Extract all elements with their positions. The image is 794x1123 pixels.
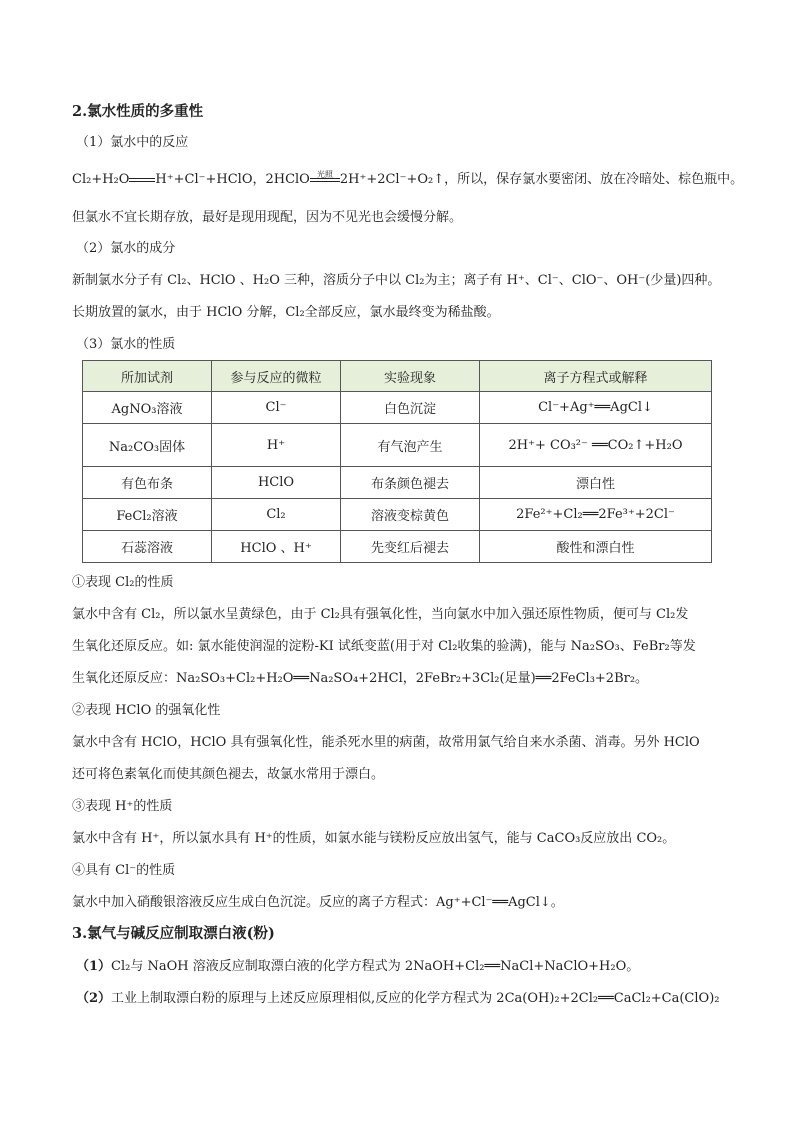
eq-part-c: 2H⁺+2Cl⁻+O₂↑，所以，保存氯水要密闭、放在冷暗处、棕色瓶中。 — [339, 172, 744, 187]
header-equation: 离子方程式或解释 — [480, 361, 712, 392]
table-row — [83, 467, 712, 499]
reaction-line-2: 但氯水不宜长期存放，最好是现用现配，因为不见光也会缓慢分解。 — [72, 210, 463, 225]
bleach-liquid-line — [76, 958, 639, 976]
table-header-row — [83, 361, 712, 392]
section2-title: 2.氯水性质的多重性 — [72, 103, 204, 120]
cell-reagent: 有色布条 — [83, 467, 212, 499]
chlorine-water-properties-table — [82, 360, 712, 563]
composition-line-1: 新制氯水分子有 Cl₂、HClO 、H₂O 三种，溶质分子中以 Cl₂为主；离子有 H⁺、Cl⁻、ClO⁻、OH⁻(少量)四种。 — [72, 273, 721, 288]
cell-particle: Cl⁻ — [212, 392, 341, 424]
cl2-property-line-1: 氯水中含有 Cl₂，所以氯水呈黄绿色，由于 Cl₂具有强氧化性，当向氯水中加入强还原性物质，便可与 Cl₂发 — [72, 607, 689, 622]
cell-equation: 2H⁺+ CO₃²⁻ ══CO₂↑+H₂O — [480, 424, 712, 467]
cell-equation: 酸性和漂白性 — [480, 531, 712, 563]
section3-title: 3.氯气与碱反应制取漂白液(粉) — [72, 925, 275, 942]
header-phenomenon: 实验现象 — [341, 361, 480, 392]
cl2-property-line-3: 生氧化还原反应：Na₂SO₃+Cl₂+H₂O══Na₂SO₄+2HCl，2FeBr₂+3Cl₂(足量)══2FeCl₃+2Br₂。 — [72, 671, 649, 686]
reaction-line-1 — [72, 171, 743, 189]
item-number: （1） — [76, 959, 112, 974]
properties-heading: （3）氯水的性质 — [76, 337, 176, 352]
cell-phenomenon: 先变红后褪去 — [341, 531, 480, 563]
cell-particle: HClO 、H⁺ — [212, 531, 341, 563]
cell-particle: H⁺ — [212, 424, 341, 467]
bleach-powder-text: 工业上制取漂白粉的原理与上述反应原理相似,反应的化学方程式为 2Ca(OH)₂+2Cl₂══CaCl₂+Ca(ClO)₂ — [111, 991, 720, 1006]
hclo-property-line-1: 氯水中含有 HClO，HClO 具有强氧化性，能杀死水里的病菌，故常用氯气给自来水杀菌、消毒。另外 HClO — [72, 735, 700, 750]
cell-particle: Cl₂ — [212, 499, 341, 531]
light-condition-sign — [310, 169, 340, 185]
h-ion-property-line-1: 氯水中含有 H⁺，所以氯水具有 H⁺的性质，如氯水能与镁粉反应放出氢气，能与 CaCO₃反应放出 CO₂。 — [72, 831, 676, 846]
bleach-powder-line — [76, 990, 719, 1008]
cell-reagent: Na₂CO₃固体 — [83, 424, 212, 467]
hclo-property-line-2: 还可将色素氧化而使其颜色褪去，故氯水常用于漂白。 — [72, 767, 385, 782]
cell-equation: 2Fe²⁺+Cl₂══2Fe³⁺+2Cl⁻ — [480, 499, 712, 531]
bleach-liquid-text: Cl₂与 NaOH 溶液反应制取漂白液的化学方程式为 2NaOH+Cl₂══NaCl+NaClO+H₂O。 — [111, 959, 640, 974]
h-ion-property-title: ③表现 H⁺的性质 — [72, 799, 173, 814]
cell-particle: HClO — [212, 467, 341, 499]
cl-ion-property-line-1: 氯水中加入硝酸银溶液反应生成白色沉淀。反应的离子方程式：Ag⁺+Cl⁻══AgCl↓。 — [72, 895, 564, 910]
cell-phenomenon: 布条颜色褪去 — [341, 467, 480, 499]
cell-reagent: AgNO₃溶液 — [83, 392, 212, 424]
composition-heading: （2）氯水的成分 — [76, 241, 176, 256]
light-condition-label: 光照 — [316, 169, 333, 179]
item-number: （2） — [76, 991, 112, 1006]
cell-phenomenon: 有气泡产生 — [341, 424, 480, 467]
composition-line-2: 长期放置的氯水，由于 HClO 分解，Cl₂全部反应，氯水最终变为稀盐酸。 — [72, 305, 500, 320]
header-reagent: 所加试剂 — [83, 361, 212, 392]
cell-phenomenon: 溶液变棕黄色 — [341, 499, 480, 531]
table-row — [83, 424, 712, 467]
cell-reagent: 石蕊溶液 — [83, 531, 212, 563]
eq-part-a: Cl₂+H₂O — [72, 172, 130, 187]
table-row — [83, 531, 712, 563]
cell-equation: Cl⁻+Ag⁺══AgCl↓ — [480, 392, 712, 424]
table-row — [83, 392, 712, 424]
equilibrium-sign — [129, 175, 155, 185]
reaction-heading: （1）氯水中的反应 — [76, 135, 189, 150]
table-row — [83, 499, 712, 531]
cell-equation: 漂白性 — [480, 467, 712, 499]
cell-phenomenon: 白色沉淀 — [341, 392, 480, 424]
cl2-property-title: ①表现 Cl₂的性质 — [72, 575, 174, 590]
header-particle: 参与反应的微粒 — [212, 361, 341, 392]
cl2-property-line-2: 生氧化还原反应。如: 氯水能使润湿的淀粉-KI 试纸变蓝(用于对 Cl₂收集的验满)，能与 Na₂SO₃、FeBr₂等发 — [72, 639, 696, 654]
eq-part-b: H⁺+Cl⁻+HClO，2HClO — [155, 172, 310, 187]
cell-reagent: FeCl₂溶液 — [83, 499, 212, 531]
hclo-property-title: ②表现 HClO 的强氧化性 — [72, 703, 221, 718]
cl-ion-property-title: ④具有 Cl⁻的性质 — [72, 863, 176, 878]
